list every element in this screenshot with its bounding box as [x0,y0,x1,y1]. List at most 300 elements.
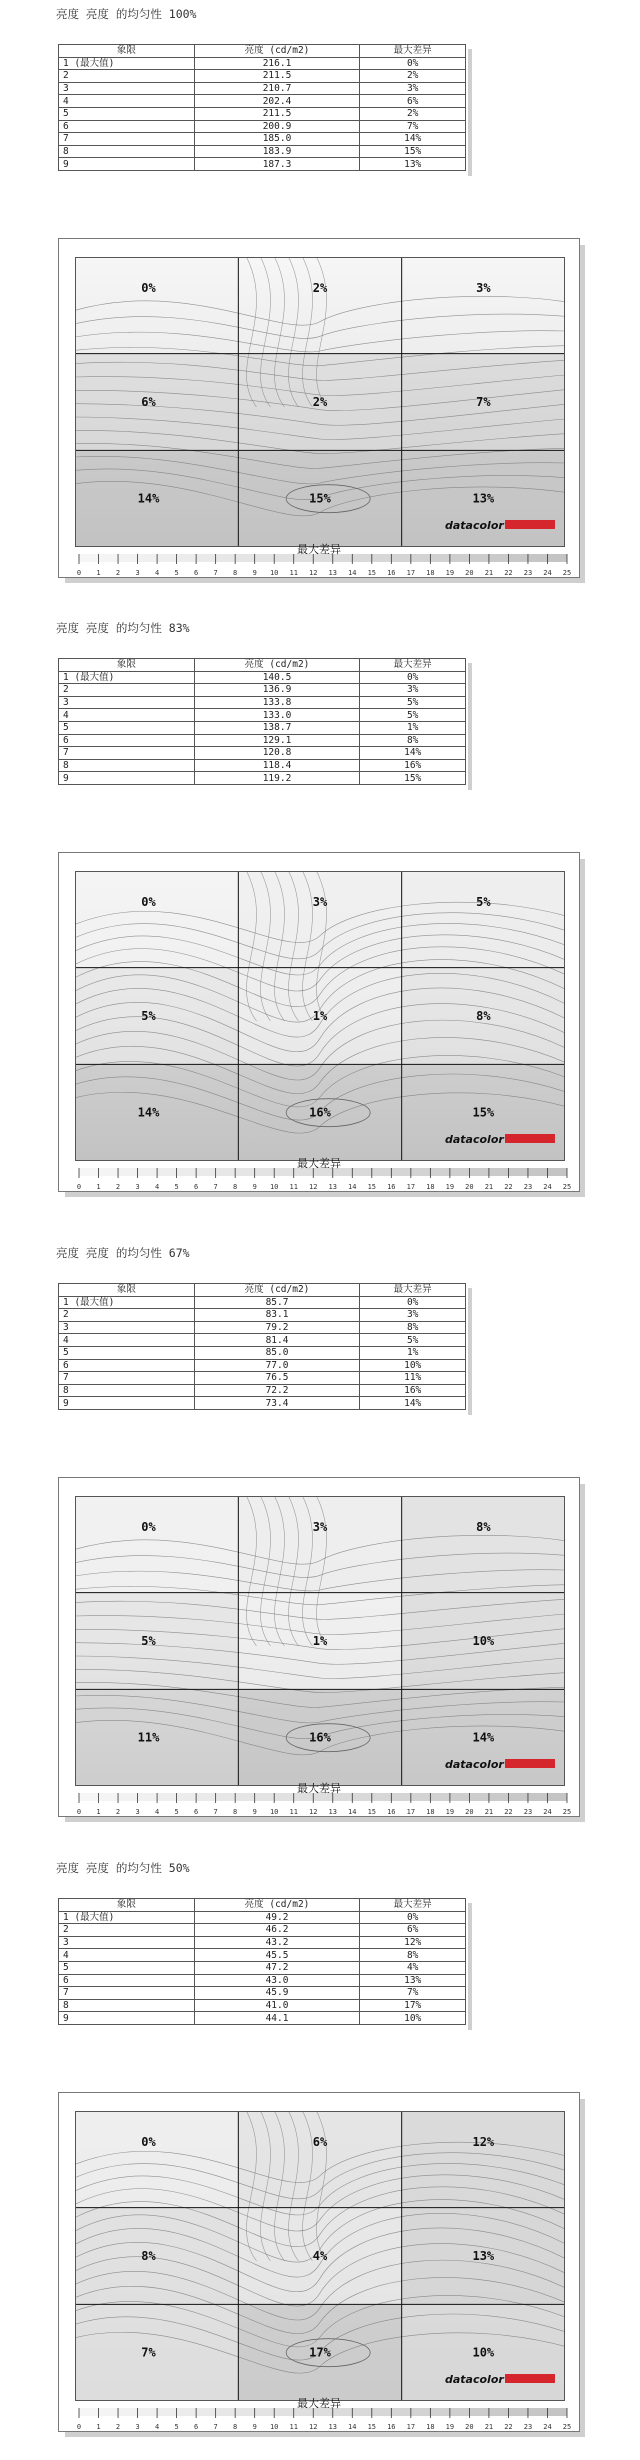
deviation-cell: 15% [360,145,466,158]
scale-tick-label: 11 [289,2423,298,2430]
quadrant-cell: 6 [59,1359,195,1372]
scale-tick-label: 18 [426,2423,435,2430]
table-header-cell: 亮度 (cd/m2) [194,659,360,672]
table-header-cell: 象限 [59,1899,195,1912]
deviation-cell: 14% [360,1397,466,1410]
scale-tick-label: 23 [523,1183,533,1190]
scale-tick-label: 5 [174,1808,179,1815]
scale-tick-label: 4 [154,1808,160,1815]
deviation-label: 15% [309,491,331,506]
table-row [59,1334,466,1347]
luminance-cell: 81.4 [194,1334,360,1347]
luminance-cell: 45.9 [194,1987,360,2000]
table-row [59,759,466,772]
deviation-scale [73,1793,573,1815]
table-row [59,133,466,146]
luminance-table [58,1898,466,2025]
quadrant-cell: 3 [59,82,195,95]
deviation-label: 11% [137,1730,160,1745]
scale-tick-label: 13 [328,569,337,576]
datacolor-logo-bar [505,1759,555,1768]
deviation-cell: 0% [360,1911,466,1924]
luminance-cell: 216.1 [194,57,360,70]
table-header-row [59,1899,466,1912]
quadrant-cell: 8 [59,145,195,158]
table-row [59,1974,466,1987]
luminance-cell: 136.9 [194,684,360,697]
deviation-cell: 6% [360,1924,466,1937]
scale-tick-label: 25 [562,2423,572,2430]
scale-tick-label: 0 [76,569,82,576]
table-row [59,107,466,120]
scale-tick-label: 23 [523,1808,533,1815]
quadrant-cell: 4 [59,1949,195,1962]
table-row [59,1999,466,2012]
scale-tick-label: 12 [309,2423,318,2430]
scale-tick-label: 7 [213,1183,218,1190]
table-row [59,772,466,785]
scale-tick-label: 11 [289,1183,298,1190]
deviation-cell: 1% [360,721,466,734]
scale-tick-label: 16 [387,569,396,576]
table-row [59,145,466,158]
section-title: 亮度 亮度 的均匀性 100% [56,7,197,21]
scale-tick-label: 8 [233,1183,238,1190]
table-row [59,2012,466,2025]
deviation-label: 16% [309,1105,331,1120]
map-cell-shade [402,2111,565,2208]
scale-tick-label: 3 [135,1808,140,1815]
scale-tick-label: 22 [504,569,513,576]
luminance-cell: 138.7 [194,721,360,734]
table-row [59,158,466,171]
deviation-label: 1% [312,1634,328,1648]
scale-tick-label: 20 [465,1183,474,1190]
uniformity-map [58,852,580,1192]
scale-tick-label: 10 [269,2423,279,2430]
table-header-row [59,1284,466,1297]
quadrant-cell: 3 [59,1936,195,1949]
deviation-cell: 3% [360,82,466,95]
deviation-label: 13% [472,491,495,506]
scale-tick-label: 10 [269,1183,279,1190]
luminance-cell: 85.7 [194,1296,360,1309]
scale-tick-label: 23 [523,569,533,576]
scale-tick-label: 4 [154,569,160,576]
contour-map [75,1496,565,1786]
scale-tick-label: 18 [426,1183,435,1190]
table-header-cell: 亮度 (cd/m2) [194,1899,360,1912]
table-row [59,709,466,722]
deviation-label: 3% [476,280,491,295]
scale-label: 最大差异 [297,2397,341,2410]
scale-tick-label: 9 [252,1808,257,1815]
table-row [59,120,466,133]
uniformity-section [0,1860,640,2460]
scale-tick-label: 5 [174,569,179,576]
table-row [59,747,466,760]
deviation-cell: 0% [360,57,466,70]
scale-tick-label: 25 [562,1183,572,1190]
table-header-cell: 亮度 (cd/m2) [194,1284,360,1297]
quadrant-cell: 2 [59,70,195,83]
deviation-label: 7% [476,395,491,409]
luminance-cell: 49.2 [194,1911,360,1924]
datacolor-logo-bar [505,520,555,529]
deviation-cell: 11% [360,1372,466,1385]
scale-tick-label: 18 [426,1808,435,1815]
scale-tick-label: 6 [194,1808,199,1815]
scale-tick-label: 8 [233,569,238,576]
deviation-cell: 7% [360,120,466,133]
luminance-table [58,658,466,785]
table-row [59,1359,466,1372]
table-row [59,1949,466,1962]
scale-tick-label: 9 [252,2423,257,2430]
deviation-cell: 0% [360,1296,466,1309]
luminance-cell: 83.1 [194,1309,360,1322]
scale-tick-label: 13 [328,1808,337,1815]
scale-tick-label: 22 [504,1808,513,1815]
quadrant-cell: 1 (最大值) [59,671,195,684]
datacolor-logo: datacolor [445,2373,504,2386]
table-header-row [59,45,466,58]
scale-tick-label: 9 [252,1183,257,1190]
luminance-cell: 210.7 [194,82,360,95]
luminance-cell: 211.5 [194,70,360,83]
luminance-cell: 85.0 [194,1346,360,1359]
deviation-label: 16% [309,1730,331,1745]
deviation-label: 1% [312,1009,328,1023]
quadrant-cell: 8 [59,1384,195,1397]
scale-tick-label: 15 [367,569,377,576]
quadrant-cell: 8 [59,1999,195,2012]
scale-tick-label: 1 [96,1808,101,1815]
luminance-cell: 77.0 [194,1359,360,1372]
scale-tick-label: 21 [484,2423,494,2430]
scale-tick-label: 1 [96,1183,101,1190]
table-row [59,671,466,684]
scale-tick-label: 1 [96,569,101,576]
deviation-label: 0% [141,1519,156,1534]
table-row [59,1987,466,2000]
deviation-label: 14% [137,1105,160,1120]
deviation-cell: 8% [360,734,466,747]
deviation-scale [73,554,573,576]
luminance-cell: 118.4 [194,759,360,772]
luminance-cell: 43.0 [194,1974,360,1987]
deviation-label: 7% [141,2345,156,2360]
deviation-label: 15% [472,1105,495,1120]
scale-tick-label: 24 [543,1183,552,1190]
scale-tick-label: 8 [233,2423,238,2430]
scale-tick-label: 12 [309,1808,318,1815]
scale-tick-label: 19 [445,1808,455,1815]
quadrant-cell: 1 (最大值) [59,1911,195,1924]
luminance-cell: 46.2 [194,1924,360,1937]
table-header-cell: 最大差异 [360,659,466,672]
luminance-table [58,44,466,171]
deviation-cell: 5% [360,1334,466,1347]
table-row [59,82,466,95]
deviation-cell: 2% [360,70,466,83]
scale-tick-label: 15 [367,1183,377,1190]
scale-tick-label: 21 [484,1183,494,1190]
scale-tick-label: 24 [543,569,552,576]
luminance-cell: 44.1 [194,2012,360,2025]
deviation-label: 0% [141,280,156,295]
deviation-label: 12% [472,2134,495,2149]
quadrant-cell: 2 [59,1309,195,1322]
luminance-cell: 140.5 [194,671,360,684]
table-row [59,1346,466,1359]
luminance-cell: 119.2 [194,772,360,785]
quadrant-cell: 3 [59,696,195,709]
luminance-cell: 73.4 [194,1397,360,1410]
quadrant-cell: 2 [59,684,195,697]
section-title: 亮度 亮度 的均匀性 50% [56,1861,190,1875]
table-row [59,70,466,83]
scale-tick-label: 21 [484,569,494,576]
scale-tick-label: 4 [154,2423,160,2430]
deviation-label: 4% [312,2249,328,2263]
table-row [59,1924,466,1937]
table-row [59,57,466,70]
map-cell-shade [75,2111,238,2208]
map-cell-shade [402,871,565,968]
table-header-cell: 最大差异 [360,45,466,58]
deviation-cell: 4% [360,1961,466,1974]
scale-tick-label: 19 [445,569,455,576]
map-cell-shade [75,354,238,451]
table-header-cell: 象限 [59,45,195,58]
scale-tick-label: 18 [426,569,435,576]
deviation-cell: 6% [360,95,466,108]
map-cell-shade [75,871,238,968]
luminance-cell: 202.4 [194,95,360,108]
scale-tick-label: 11 [289,569,298,576]
scale-tick-label: 7 [213,2423,218,2430]
deviation-cell: 7% [360,1987,466,2000]
quadrant-cell: 6 [59,1974,195,1987]
deviation-cell: 10% [360,1359,466,1372]
map-cell-shade [238,871,401,968]
map-cell-shade [75,1496,238,1593]
deviation-label: 0% [141,894,156,909]
datacolor-logo: datacolor [445,1758,504,1771]
scale-tick-label: 16 [387,2423,396,2430]
scale-tick-label: 7 [213,569,218,576]
quadrant-cell: 3 [59,1321,195,1334]
luminance-cell: 76.5 [194,1372,360,1385]
table-row [59,734,466,747]
deviation-scale [73,2408,573,2430]
map-cell-shade [238,2111,401,2208]
deviation-cell: 1% [360,1346,466,1359]
datacolor-logo-bar [505,2374,555,2383]
deviation-cell: 13% [360,158,466,171]
table-row [59,1936,466,1949]
scale-tick-label: 25 [562,569,572,576]
luminance-cell: 187.3 [194,158,360,171]
scale-tick-label: 20 [465,569,474,576]
deviation-label: 0% [141,2134,156,2149]
scale-tick-label: 0 [76,1808,82,1815]
quadrant-cell: 9 [59,2012,195,2025]
scale-label: 最大差异 [297,543,341,556]
deviation-cell: 5% [360,709,466,722]
map-cell-shade [402,257,565,354]
deviation-label: 14% [137,491,160,506]
luminance-cell: 72.2 [194,1384,360,1397]
deviation-cell: 3% [360,684,466,697]
luminance-cell: 129.1 [194,734,360,747]
quadrant-cell: 5 [59,721,195,734]
scale-tick-label: 11 [289,1808,298,1815]
map-cell-shade [238,1496,401,1593]
quadrant-cell: 4 [59,709,195,722]
deviation-cell: 16% [360,1384,466,1397]
scale-label: 最大差异 [297,1782,341,1795]
scale-tick-label: 21 [484,1808,494,1815]
quadrant-cell: 7 [59,1987,195,2000]
deviation-label: 3% [312,1519,328,1534]
scale-tick-label: 24 [543,2423,552,2430]
deviation-cell: 15% [360,772,466,785]
table-header-cell: 象限 [59,659,195,672]
scale-tick-label: 7 [213,1808,218,1815]
deviation-label: 13% [472,2249,495,2263]
scale-tick-label: 2 [115,1808,121,1815]
deviation-label: 8% [141,2249,156,2263]
scale-tick-label: 19 [445,2423,455,2430]
scale-tick-label: 5 [174,1183,179,1190]
deviation-label: 6% [312,2134,328,2149]
deviation-scale [73,1168,573,1190]
deviation-label: 17% [309,2345,331,2360]
deviation-cell: 14% [360,133,466,146]
scale-tick-label: 15 [367,1808,377,1815]
scale-tick-label: 2 [115,2423,121,2430]
scale-tick-label: 14 [348,569,357,576]
table-row [59,684,466,697]
quadrant-cell: 7 [59,133,195,146]
scale-tick-label: 8 [233,1808,238,1815]
uniformity-section [0,1245,640,1845]
scale-tick-label: 15 [367,2423,377,2430]
scale-tick-label: 16 [387,1808,396,1815]
table-row [59,696,466,709]
scale-tick-label: 10 [269,1808,279,1815]
scale-tick-label: 25 [562,1808,572,1815]
quadrant-cell: 9 [59,158,195,171]
scale-tick-label: 0 [76,2423,82,2430]
deviation-label: 14% [472,1730,495,1745]
table-row [59,1911,466,1924]
table-header-cell: 最大差异 [360,1284,466,1297]
quadrant-cell: 7 [59,1372,195,1385]
deviation-cell: 16% [360,759,466,772]
luminance-cell: 183.9 [194,145,360,158]
table-row [59,1961,466,1974]
luminance-cell: 133.8 [194,696,360,709]
quadrant-cell: 4 [59,95,195,108]
table-row [59,1397,466,1410]
map-cell-shade [402,1496,565,1593]
deviation-cell: 8% [360,1949,466,1962]
table-row [59,1321,466,1334]
scale-tick-label: 6 [194,1183,199,1190]
map-cell-shade [75,1593,238,1690]
scale-tick-label: 22 [504,1183,513,1190]
table-row [59,1372,466,1385]
table-row [59,1309,466,1322]
luminance-cell: 43.2 [194,1936,360,1949]
scale-tick-label: 1 [96,2423,101,2430]
table-row [59,1296,466,1309]
deviation-label: 5% [141,1009,156,1023]
deviation-cell: 2% [360,107,466,120]
luminance-cell: 133.0 [194,709,360,722]
map-cell-shade [238,257,401,354]
quadrant-cell: 1 (最大值) [59,1296,195,1309]
deviation-cell: 13% [360,1974,466,1987]
map-cell-shade [75,257,238,354]
table-row [59,95,466,108]
scale-tick-label: 17 [406,1183,416,1190]
deviation-label: 10% [472,1634,495,1648]
deviation-cell: 12% [360,1936,466,1949]
scale-tick-label: 0 [76,1183,82,1190]
uniformity-map [58,238,580,578]
luminance-table [58,1283,466,1410]
uniformity-map [58,2092,580,2432]
scale-tick-label: 4 [154,1183,160,1190]
luminance-cell: 120.8 [194,747,360,760]
luminance-cell: 45.5 [194,1949,360,1962]
deviation-label: 10% [472,2345,495,2360]
luminance-cell: 200.9 [194,120,360,133]
scale-tick-label: 6 [194,2423,199,2430]
uniformity-section [0,6,640,606]
scale-tick-label: 3 [135,1183,140,1190]
quadrant-cell: 4 [59,1334,195,1347]
uniformity-section [0,620,640,1220]
table-row [59,1384,466,1397]
luminance-cell: 211.5 [194,107,360,120]
scale-tick-label: 9 [252,569,257,576]
quadrant-cell: 2 [59,1924,195,1937]
deviation-label: 8% [476,1009,491,1023]
quadrant-cell: 9 [59,1397,195,1410]
datacolor-logo-bar [505,1134,555,1143]
luminance-cell: 47.2 [194,1961,360,1974]
contour-map [75,2111,565,2401]
deviation-label: 3% [312,894,328,909]
scale-tick-label: 10 [269,569,279,576]
datacolor-logo: datacolor [445,1133,504,1146]
quadrant-cell: 8 [59,759,195,772]
scale-tick-label: 17 [406,1808,416,1815]
deviation-cell: 14% [360,747,466,760]
deviation-cell: 10% [360,2012,466,2025]
deviation-label: 2% [312,280,328,295]
deviation-label: 6% [141,395,156,409]
contour-map [75,257,565,547]
deviation-cell: 8% [360,1321,466,1334]
scale-tick-label: 16 [387,1183,396,1190]
scale-tick-label: 13 [328,2423,337,2430]
